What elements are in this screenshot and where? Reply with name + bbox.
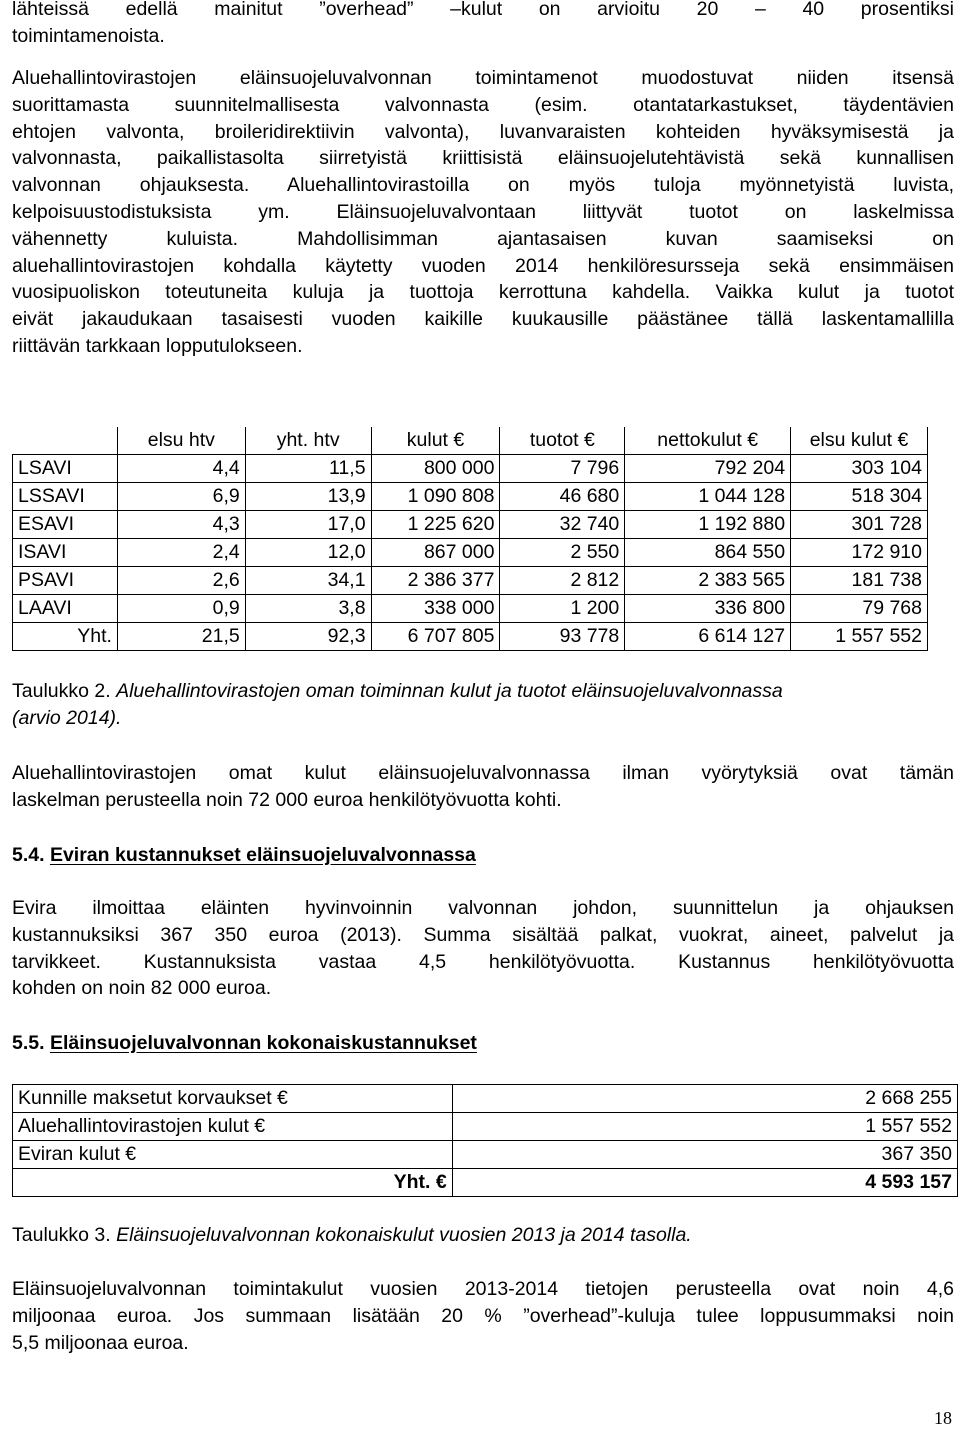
table-cell: Yht. € (13, 1169, 453, 1197)
text-line: lähteissä edellä mainitut ”overhead” –kulut on arvioitu 20 – 40 prosentiksi (12, 0, 954, 20)
table-cell: 2 383 565 (625, 567, 791, 595)
text-line: valvonnan ohjauksesta. Aluehallintovirastoilla on myös tuloja myönnetyistä luvista, (12, 174, 954, 197)
table-cell: 46 680 (500, 483, 625, 511)
paragraph-total-summary (12, 1276, 954, 1356)
table-cell: Yht. (13, 623, 118, 651)
paragraph-avi-costs (12, 65, 954, 360)
table-cell: 2,4 (117, 539, 245, 567)
table-cell: 2 812 (500, 567, 625, 595)
caption-text: Aluehallintovirastojen oman toiminnan kulut ja tuotot eläinsuojeluvalvonnassa (116, 680, 783, 702)
table-cell: 172 910 (791, 539, 928, 567)
table-row (13, 1141, 958, 1169)
table-row (13, 483, 928, 511)
table-cell: 1 044 128 (625, 483, 791, 511)
text-line: ehtojen valvonta, broileridirektiivin valvonta), luvanvaraisten kohteiden hyväksymisestä ja (12, 120, 954, 143)
table-cell: ESAVI (13, 511, 118, 539)
table-cell: 1 200 (500, 595, 625, 623)
table-cell: 92,3 (245, 623, 371, 651)
table-cell: 1 090 808 (371, 483, 500, 511)
table-cell: 4 593 157 (452, 1169, 957, 1197)
intro-paragraph (12, 0, 954, 50)
text-line: suorittamasta suunnitelmallisesta valvonnasta (esim. otantatarkastukset, täydentävien (12, 93, 954, 116)
text-line: vuosipuoliskon toteutuneita kuluja ja tuottoja kerrottuna kahdella. Vaikka kulut ja tuotot (12, 281, 954, 304)
header-cell-empty (13, 427, 118, 455)
table-cell: 7 796 (500, 455, 625, 483)
table-cell: 0,9 (117, 595, 245, 623)
table-cell: 6 614 127 (625, 623, 791, 651)
text-line: riittävän tarkkaan lopputulokseen. (12, 334, 303, 357)
section-number: 5.5. (12, 1032, 45, 1054)
table-cell: LSSAVI (13, 483, 118, 511)
text-line: tarvikkeet. Kustannuksista vastaa 4,5 henkilötyövuotta. Kustannus henkilötyövuotta (12, 950, 954, 973)
table-cell: 181 738 (791, 567, 928, 595)
table2-caption (12, 678, 954, 732)
table-cell: 93 778 (500, 623, 625, 651)
section-number: 5.4. (12, 844, 45, 866)
table-cell: 1 557 552 (452, 1113, 957, 1141)
page-number: 18 (934, 1408, 952, 1428)
header-cell: yht. htv (245, 427, 371, 455)
text-line: vähennetty kuluista. Mahdollisimman ajantasaisen kuvan saamiseksi on (12, 227, 954, 250)
table-cell: 34,1 (245, 567, 371, 595)
section-title: Eviran kustannukset eläinsuojeluvalvonnassa (49, 844, 476, 866)
table-cell: 367 350 (452, 1141, 957, 1169)
table-row (13, 539, 928, 567)
header-cell: tuotot € (500, 427, 625, 455)
table-cell: ISAVI (13, 539, 118, 567)
table-cell: 17,0 (245, 511, 371, 539)
text-line: 5,5 miljoonaa euroa. (12, 1331, 189, 1354)
table-cell: 2 386 377 (371, 567, 500, 595)
table-cell: Aluehallintovirastojen kulut € (13, 1113, 453, 1141)
text-line: kustannuksiksi 367 350 euroa (2013). Summa sisältää palkat, vuokrat, aineet, palvelut ja (12, 923, 954, 946)
caption-label: Taulukko 2. (12, 680, 111, 702)
text-line: valvonnasta, paikallistasolta siirretyistä kriittisistä eläinsuojelutehtävistä sekä kunnallisen (12, 147, 954, 170)
text-line: kohden on noin 82 000 euroa. (12, 977, 272, 1000)
caption-line (12, 678, 954, 705)
header-cell: elsu kulut € (791, 427, 928, 455)
header-cell: kulut € (371, 427, 500, 455)
text-line: toimintamenoista. (12, 24, 165, 47)
table-cell: LAAVI (13, 595, 118, 623)
table-row (13, 1113, 958, 1141)
table-cell: 4,3 (117, 511, 245, 539)
table-cell: 32 740 (500, 511, 625, 539)
caption-text: Eläinsuojeluvalvonnan kokonaiskulut vuosien 2013 ja 2014 tasolla. (116, 1224, 692, 1246)
text-line: Aluehallintovirastojen omat kulut eläinsuojeluvalvonnassa ilman vyörytyksiä ovat tämän (12, 762, 954, 784)
text-line: Evira ilmoittaa eläinten hyvinvoinnin valvonnan johdon, suunnittelun ja ohjauksen (12, 897, 954, 919)
table-total-row (13, 623, 928, 651)
text-line: Eläinsuojeluvalvonnan toimintakulut vuosien 2013-2014 tietojen perusteella ovat noin 4,6 (12, 1278, 954, 1300)
table-row (13, 455, 928, 483)
header-cell: elsu htv (117, 427, 245, 455)
table-cell: 13,9 (245, 483, 371, 511)
table-cell: 1 192 880 (625, 511, 791, 539)
table-cell: 336 800 (625, 595, 791, 623)
table-row (13, 511, 928, 539)
table-row (13, 567, 928, 595)
table-cell: 800 000 (371, 455, 500, 483)
table-row (13, 595, 928, 623)
table-header-row (13, 427, 928, 455)
caption-line (12, 1222, 954, 1249)
table-cell: PSAVI (13, 567, 118, 595)
text-line: kelpoisuustodistuksista ym. Eläinsuojeluvalvontaan liittyvät tuotot on laskelmissa (12, 200, 954, 223)
text-line: eivät jakaudukaan tasaisesti vuoden kaikille kuukausille päästänee tällä laskentamallilla (12, 308, 954, 331)
table-cell: 864 550 (625, 539, 791, 567)
table-cell: 4,4 (117, 455, 245, 483)
table-cell: Eviran kulut € (13, 1141, 453, 1169)
table-cell: 867 000 (371, 539, 500, 567)
section-title: Eläinsuojeluvalvonnan kokonaiskustannukset (49, 1032, 477, 1054)
table-cell: 2 668 255 (452, 1085, 957, 1113)
table-row (13, 1085, 958, 1113)
section-heading-5-4 (12, 842, 954, 869)
text-line: aluehallintovirastojen kohdalla käytetty vuoden 2014 henkilöresursseja sekä ensimmäisen (12, 254, 954, 277)
table-cell: 303 104 (791, 455, 928, 483)
table-cell: 6,9 (117, 483, 245, 511)
caption-label: Taulukko 3. (12, 1224, 111, 1246)
caption-text: (arvio 2014). (12, 706, 122, 729)
table-cell: 2,6 (117, 567, 245, 595)
table-cell: 79 768 (791, 595, 928, 623)
table-cell: LSAVI (13, 455, 118, 483)
table-cell: 12,0 (245, 539, 371, 567)
table3-caption (12, 1222, 954, 1249)
table-cell: 3,8 (245, 595, 371, 623)
total-costs-table (12, 1084, 958, 1197)
table-cell: 338 000 (371, 595, 500, 623)
header-cell: nettokulut € (625, 427, 791, 455)
table-cell: 6 707 805 (371, 623, 500, 651)
table-cell: 21,5 (117, 623, 245, 651)
table-total-row (13, 1169, 958, 1197)
table-cell: 301 728 (791, 511, 928, 539)
section-heading-5-5 (12, 1030, 954, 1057)
table-cell: Kunnille maksetut korvaukset € (13, 1085, 453, 1113)
table-cell: 1 225 620 (371, 511, 500, 539)
table-cell: 518 304 (791, 483, 928, 511)
text-line: laskelman perusteella noin 72 000 euroa henkilötyövuotta kohti. (12, 788, 562, 811)
table-cell: 11,5 (245, 455, 371, 483)
caption-line (12, 705, 954, 732)
paragraph-evira-costs (12, 895, 954, 1002)
paragraph-avi-per-htv (12, 760, 954, 814)
table-cell: 1 557 552 (791, 623, 928, 651)
avi-costs-table (12, 427, 928, 651)
text-line: Aluehallintovirastojen eläinsuojeluvalvonnan toimintamenot muodostuvat niiden itsensä (12, 67, 954, 89)
text-line: miljoonaa euroa. Jos summaan lisätään 20 % ”overhead”-kuluja tulee loppusummaksi noin (12, 1304, 954, 1327)
table-cell: 792 204 (625, 455, 791, 483)
table-cell: 2 550 (500, 539, 625, 567)
